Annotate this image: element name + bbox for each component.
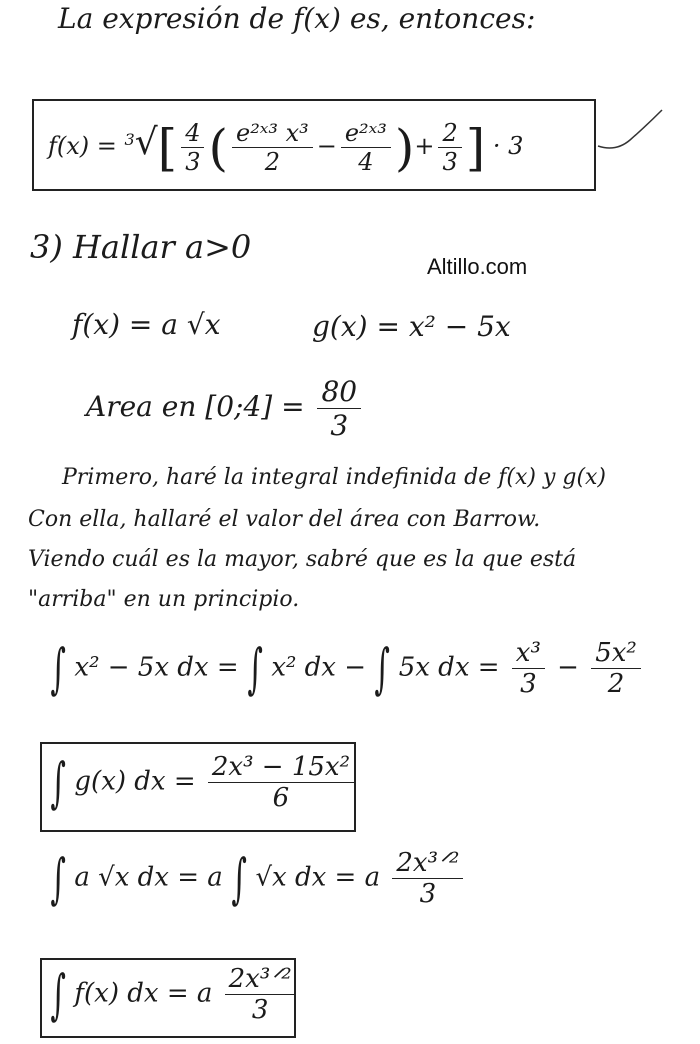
integral-sign-icon: ∫	[374, 636, 391, 700]
g-definition: g(x) = x² − 5x	[312, 310, 511, 343]
integral-sign-icon: ∫	[50, 846, 66, 910]
boxed-f-lhs: f(x) dx = a	[74, 978, 213, 1009]
integral-g-mid2: 5x dx =	[398, 652, 500, 683]
boxed-g-lhs: g(x) dx =	[74, 766, 196, 797]
integral-sign-icon: ∫	[231, 846, 247, 910]
boxed-fx-expression	[32, 99, 596, 191]
coef-fraction: $\frac{4}{3}$	[181, 119, 204, 176]
boxed-f-fraction: $\frac{\text{2x³ᐟ²}}{3}$	[225, 964, 296, 1025]
integral-g-mid1: x² dx −	[271, 652, 367, 683]
check-mark-icon	[596, 106, 666, 156]
integral-f-lhs: a √x dx = a	[74, 862, 223, 893]
boxed-integral-g	[40, 742, 356, 832]
plus-sign: +	[414, 132, 435, 160]
term2-fraction: $\frac{\text{e²ˣ³}}{4}$	[341, 119, 391, 176]
integral-sign-icon: ∫	[50, 750, 66, 814]
integral-f-line	[50, 848, 467, 909]
integral-g-line	[50, 638, 645, 699]
integral-f-mid: √x dx = a	[255, 862, 381, 893]
integral-g-minus: −	[557, 652, 579, 683]
integral-sign-icon: ∫	[50, 636, 66, 700]
right-bracket-icon: ]	[465, 118, 486, 177]
fx-lhs: f(x) =	[48, 132, 117, 160]
problem-label: 3) Hallar a>0	[30, 228, 252, 266]
right-paren-icon: )	[394, 118, 415, 177]
area-fraction: $\frac{80}{3}$	[317, 375, 361, 442]
minus-sign: −	[316, 132, 337, 160]
explanation-line-4: "arriba" en un principio.	[28, 587, 300, 612]
integral-f-fraction: $\frac{\text{2x³ᐟ²}}{3}$	[392, 848, 463, 909]
explanation-line-3: Viendo cuál es la mayor, sabré que es la que está	[28, 547, 577, 572]
constant-fraction: $\frac{2}{3}$	[438, 119, 461, 176]
area-label: Area en [0;4] =	[86, 390, 305, 423]
boxed-g-fraction: $\frac{\text{2x³ − 15x²}}{6}$	[208, 752, 354, 813]
root-index: 3	[124, 130, 135, 149]
area-statement	[86, 375, 365, 442]
explanation-line-2: Con ella, hallaré el valor del área con Barrow.	[28, 507, 541, 532]
header-line: La expresión de f(x) es, entonces:	[58, 2, 536, 35]
term1-fraction: $\frac{\text{e²ˣ³ x³}}{2}$	[232, 119, 313, 176]
boxed-integral-f	[40, 958, 296, 1038]
left-bracket-icon: [	[157, 118, 178, 177]
cube-root-icon: √	[134, 122, 158, 163]
f-definition: f(x) = a √x	[72, 308, 221, 341]
integral-sign-icon: ∫	[247, 636, 263, 700]
integral-g-frac1: $\frac{\text{x³}}{3}$	[512, 638, 545, 699]
integral-g-frac2: $\frac{\text{5x²}}{2}$	[591, 638, 641, 699]
times-three: · 3	[492, 132, 524, 160]
left-paren-icon: (	[208, 118, 228, 177]
explanation-line-1: Primero, haré la integral indefinida de f(x) y g(x)	[62, 465, 607, 490]
integral-sign-icon: ∫	[50, 962, 66, 1026]
watermark: Altillo.com	[427, 254, 528, 279]
integral-g-lhs: x² − 5x dx =	[74, 652, 239, 683]
